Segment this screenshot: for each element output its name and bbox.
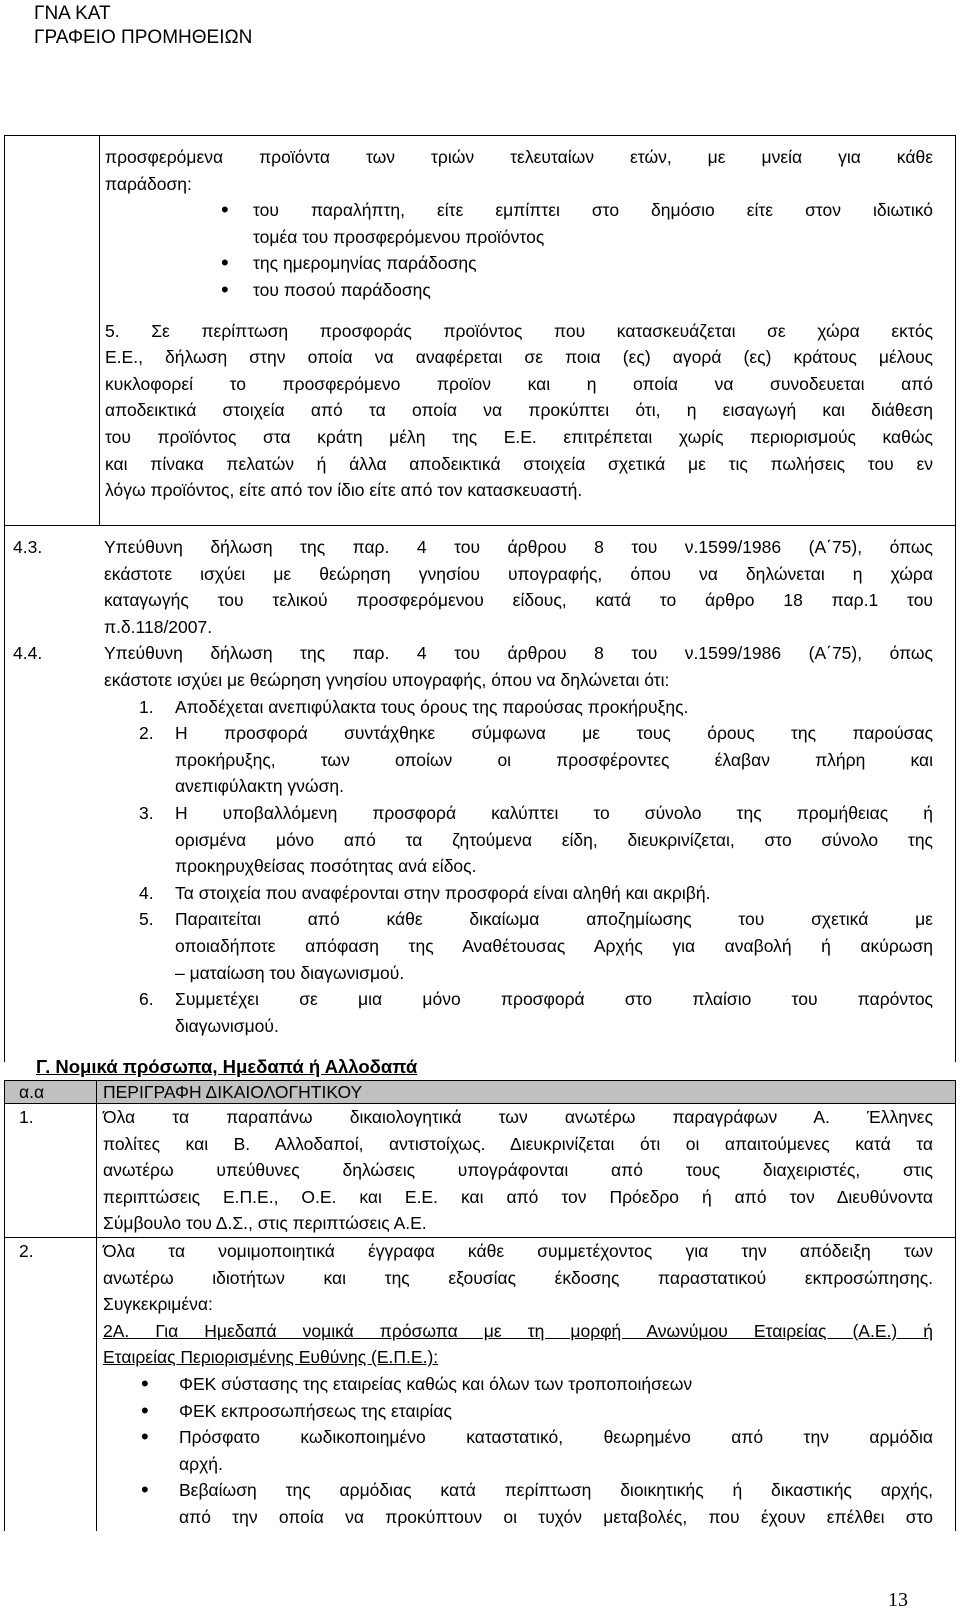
- item5-line: κυκλοφορεί το προσφερόμενο προϊον και η οποία να συνοδευεται από: [105, 373, 933, 394]
- bullet-item-continuation: τομέα του προσφερόμενου προϊόντος: [253, 226, 545, 247]
- bullet-item: • της ημερομηνίας παράδοσης: [105, 250, 933, 277]
- item-line: ανεπιφύλακτη γνώση.: [175, 776, 344, 797]
- row-description: [97, 1237, 956, 1530]
- row-line: Υπεύθυνη δήλωση της παρ. 4 του άρθρου 8 του ν.1599/1986 (Α΄75), όπως: [104, 643, 933, 664]
- bullet-item: • Πρόσφατο κωδικοποιημένο καταστατικό, θεωρημένο από την αρμόδια: [103, 1424, 933, 1451]
- header-line-1: ΓΝΑ ΚΑΤ: [34, 3, 111, 24]
- row-line: εκάστοτε ισχύει με θεώρηση γνησίου υπογραφής, όπου να δηλώνεται ότι:: [104, 669, 670, 690]
- legal-entities-table: [4, 1080, 956, 1531]
- item-line: ορισμένα μόνο από τα ζητούμενα είδη, διευκρινίζεται, στο σύνολο της: [175, 829, 933, 850]
- bullet-continuation: αρχή.: [179, 1453, 223, 1474]
- item-number: 1.: [139, 696, 154, 717]
- numbered-item: [139, 800, 933, 880]
- row-line: ανωτέρω υπεύθυνες δηλώσεις υπογράφονται από τους διαχειριστές, στις: [103, 1160, 933, 1181]
- row-number: 2.: [5, 1237, 97, 1530]
- numbered-item: [139, 986, 933, 1039]
- item5-line: του προϊόντος στα κράτη μέλη της Ε.Ε. επιτρέπεται χωρίς περιορισμούς καθώς: [105, 426, 933, 447]
- row-line: πολίτες και Β. Αλλοδαποί, αντιστοίχως. Διευκρινίζεται ότι οι απαιτούμενες κατά τα: [103, 1133, 933, 1154]
- item-line: διαγωνισμού.: [175, 1015, 279, 1036]
- item-line: Τα στοιχεία που αναφέρονται στην προσφορά είναι αληθή και ακριβή.: [175, 882, 711, 903]
- item-line: προκήρυξης, των οποίων οι προσφέροντες έλαβαν πλήρη και: [175, 749, 933, 770]
- row-description: [97, 1104, 956, 1238]
- row-line: Συγκεκριμένα:: [103, 1294, 213, 1315]
- numbered-item: [139, 694, 933, 721]
- header-description: ΠΕΡΙΓΡΑΦΗ ΔΙΚΑΙΟΛΟΓΗΤΙΚΟΥ: [97, 1081, 956, 1104]
- row-4-3: [5, 534, 955, 640]
- row-line: Σύμβουλο του Δ.Σ., στις περιπτώσεις Α.Ε.: [103, 1213, 427, 1234]
- row-number: 4.3.: [13, 537, 43, 557]
- table-row: [5, 1237, 956, 1530]
- numbered-item: [139, 906, 933, 986]
- section-g-heading: Γ. Νομικά πρόσωπα, Ημεδαπά ή Αλλοδαπά: [36, 1056, 418, 1077]
- item-line: Η υποβαλλόμενη προσφορά καλύπτει το σύνολο της προμήθειας ή: [175, 802, 933, 823]
- intro-line: προσφερόμενα προϊόντα των τριών τελευταίων ετών, με μνεία για κάθε: [105, 147, 933, 167]
- page-header: [34, 2, 252, 50]
- item-line: οποιαδήποτε απόφαση της Αναθέτουσας Αρχής για αναβολή ή ακύρωση: [175, 935, 933, 956]
- item5-line: αποδεικτικά στοιχεία από τα οποία να προκύπτει ότι, η εισαγωγή και διάθεση: [105, 400, 933, 421]
- bullet-item: • του παραλήπτη, είτε εμπίπτει στο δημόσιο είτε στον ιδιωτικό: [105, 197, 933, 224]
- header-line-2: ΓΡΑΦΕΙΟ ΠΡΟΜΗΘΕΙΩΝ: [34, 27, 253, 48]
- row-number: 4.4.: [13, 643, 43, 664]
- table-header-row: [5, 1081, 956, 1104]
- row-line: εκάστοτε ισχύει με θεώρηση γνησίου υπογραφής, όπου να δηλώνεται η χώρα: [104, 563, 933, 584]
- requirements-body: [105, 144, 933, 504]
- row-line: ανωτέρω ιδιοτήτων και της εξουσίας έκδοσης παραστατικού εκπροσώπησης.: [103, 1267, 933, 1288]
- bullet-item: • ΦΕΚ εκπροσωπήσεως της εταιρίας: [103, 1398, 933, 1425]
- page-number: 13: [888, 1589, 908, 1611]
- item-line: προκηρυχθείσας ποσότητας ανά είδος.: [175, 856, 477, 877]
- row-line: Όλα τα παραπάνω δικαιολογητικά των ανωτέρω παραγράφων Α. Έλληνες: [103, 1107, 933, 1127]
- item-line: Η προσφορά συντάχθηκε σύμφωνα με τους όρους της παρούσας: [175, 723, 933, 744]
- item5-line: λόγω προϊόντος, είτε από τον ίδιο είτε από τον κατασκευαστή.: [105, 480, 583, 501]
- subheading-line: 2Α. Για Ημεδαπά νομικά πρόσωπα με τη μορφή Ανωνύμου Εταιρείας (Α.Ε.) ή: [103, 1320, 933, 1341]
- bullet-item: • ΦΕΚ σύστασης της εταιρείας καθώς και όλων των τροποποιήσεων: [103, 1371, 933, 1398]
- numbered-item: [139, 880, 933, 907]
- item-number: 4.: [139, 882, 154, 903]
- declarations-section: [4, 525, 956, 1062]
- column-divider: [99, 136, 100, 525]
- item5-line: 5. Σε περίπτωση προσφοράς προϊόντος που κατασκευάζεται σε χώρα εκτός: [105, 320, 933, 341]
- bullet-continuation: από την οποία να προκύπτουν οι τυχόν μεταβολές, που έχουν επέλθει στο: [179, 1506, 933, 1527]
- item-line: Αποδέχεται ανεπιφύλακτα τους όρους της παρούσας προκήρυξης.: [175, 696, 689, 717]
- intro-line: παράδοση:: [105, 173, 192, 194]
- row-line: καταγωγής του τελικού προσφερόμενου είδους, κατά το άρθρο 18 παρ.1 του: [104, 590, 933, 611]
- item5-line: Ε.Ε., δήλωση στην οποία να αναφέρεται σε ποια (ες) αγορά (ες) κράτους μέλους: [105, 347, 933, 368]
- row-4-4: [5, 640, 955, 1039]
- row-line: Όλα τα νομιμοποιητικά έγγραφα κάθε συμμετέχοντος για την απόδειξη των: [103, 1240, 933, 1261]
- item5-line: και πίνακα πελατών ή άλλα αποδεικτικά στοιχεία σχετικά με τις πωλήσεις του εν: [105, 453, 933, 474]
- row-number: 1.: [5, 1104, 97, 1238]
- item-number: 5.: [139, 909, 154, 930]
- item-number: 2.: [139, 723, 154, 744]
- row-line: Υπεύθυνη δήλωση της παρ. 4 του άρθρου 8 του ν.1599/1986 (Α΄75), όπως: [104, 537, 933, 557]
- item-number: 6.: [139, 989, 154, 1010]
- item-number: 3.: [139, 802, 154, 823]
- bullet-item: • Βεβαίωση της αρμόδιας κατά περίπτωση διοικητικής ή δικαστικής αρχής,: [103, 1477, 933, 1504]
- header-aa: α.α: [5, 1081, 97, 1104]
- bullet-item: • του ποσού παράδοσης: [105, 277, 933, 304]
- item-line: – ματαίωση του διαγωνισμού.: [175, 962, 405, 983]
- previous-requirements-table: [4, 135, 956, 525]
- table-row: [5, 1104, 956, 1238]
- subheading-line: Εταιρείας Περιορισμένης Ευθύνης (Ε.Π.Ε.):: [103, 1347, 439, 1368]
- item-line: Συμμετέχει σε μια μόνο προσφορά στο πλαίσιο του παρόντος: [175, 989, 933, 1010]
- numbered-item: [139, 720, 933, 800]
- row-line: περιπτώσεις Ε.Π.Ε., Ο.Ε. και Ε.Ε. και από τον Πρόεδρο ή από τον Διευθύνοντα: [103, 1186, 933, 1207]
- row-line: π.δ.118/2007.: [104, 616, 213, 637]
- item-line: Παραιτείται από κάθε δικαίωμα αποζημίωσης του σχετικά με: [175, 909, 933, 930]
